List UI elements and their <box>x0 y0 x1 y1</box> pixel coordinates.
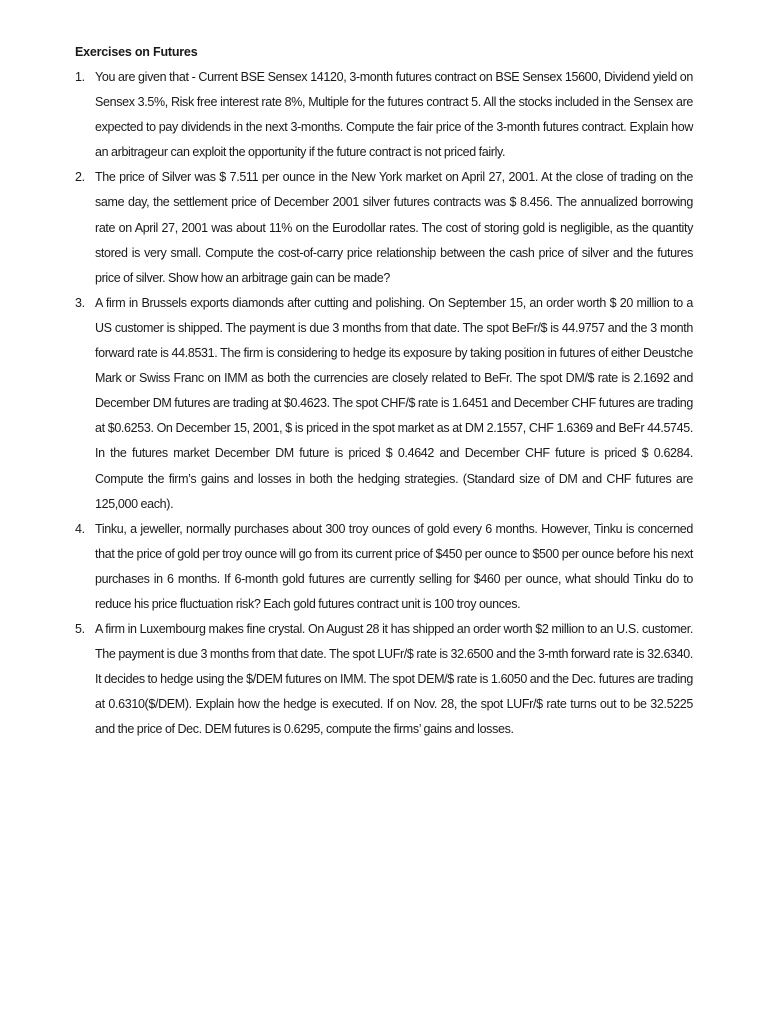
exercise-number: 5. <box>75 622 85 637</box>
document-title: Exercises on Futures <box>75 45 198 59</box>
exercise-item <box>75 65 693 165</box>
exercise-list <box>75 65 693 743</box>
exercise-item <box>75 291 693 517</box>
exercise-text: You are given that - Current BSE Sensex 14120, 3-month futures contract on BSE Sensex 15600, Dividend yield on Sensex 3.5%, Risk free interest rate 8%, Multiple for the futures contract 5. All the stocks included in the Sensex are expected to pay dividends in the next 3-months. Compute the fair price of the 3-month futures contract. Explain how an arbitrageur can exploit the opportunity if the future contract is not priced fairly. <box>95 70 693 160</box>
exercise-item <box>75 617 693 742</box>
exercise-number: 1. <box>75 70 85 84</box>
exercise-text: A firm in Brussels exports diamonds after cutting and polishing. On September 15, an order worth $ 20 million to a US customer is shipped. The payment is due 3 months from that date. The spot BeFr/$ is 44.9757 and the 3 month forward rate is 44.8531. The firm is considering to hedge its exposure by taking position in futures of either Deustche Mark or Swiss Franc on IMM as both the currencies are closely related to BeFr. The spot DM/$ rate is 2.1692 and December DM futures are trading at $0.4623. The spot CHF/$ rate is 1.6451 and December CHF futures are trading at $0.6253. On December 15, 2001, $ is priced in the spot market as at DM 2.1557, CHF 1.6369 and BeFr 44.5745. In the futures market December DM future is priced $ 0.4642 and December CHF future is priced $ 0.6284. Compute the firm’s gains and losses in both the hedging strategies. (Standard size of DM and CHF futures are 125,000 each). <box>95 295 693 511</box>
exercise-item <box>75 517 693 617</box>
exercise-text: A firm in Luxembourg makes fine crystal. On August 28 it has shipped an order worth $2 million to an U.S. customer. The payment is due 3 months from that date. The spot LUFr/$ rate is 32.6500 and the 3-mth forward rate is 32.6340. It decides to hedge using the $/DEM futures on IMM. The spot DEM/$ rate is 1.6050 and the Dec. futures are trading at 0.6310($/DEM). Explain how the hedge is executed. If on Nov. 28, the spot LUFr/$ rate turns out to be 32.5225 and the price of Dec. DEM futures is 0.6295, compute the firms’ gains and losses. <box>95 622 693 737</box>
exercise-number: 2. <box>75 170 85 185</box>
exercise-number: 3. <box>75 295 85 310</box>
exercise-text: Tinku, a jeweller, normally purchases about 300 troy ounces of gold every 6 months. However, Tinku is concerned that the price of gold per troy ounce will go from its current price of $450 per ounce to $500 per ounce before his next purchases in 6 months. If 6-month gold futures are currently selling for $460 per ounce, what should Tinku do to reduce his price fluctuation risk? Each gold futures contract unit is 100 troy ounces. <box>95 521 693 611</box>
exercise-text: The price of Silver was $ 7.511 per ounce in the New York market on April 27, 2001. At the close of trading on the same day, the settlement price of December 2001 silver futures contracts was $ 8.456. The annualized borrowing rate on April 27, 2001 was about 11% on the Eurodollar rates. The cost of storing gold is negligible, as the quantity stored is very small. Compute the cost-of-carry price relationship between the cash price of silver and the futures price of silver. Show how an arbitrage gain can be made? <box>95 170 693 285</box>
exercise-item <box>75 165 693 290</box>
document-page <box>75 42 693 743</box>
exercise-number: 4. <box>75 521 85 536</box>
